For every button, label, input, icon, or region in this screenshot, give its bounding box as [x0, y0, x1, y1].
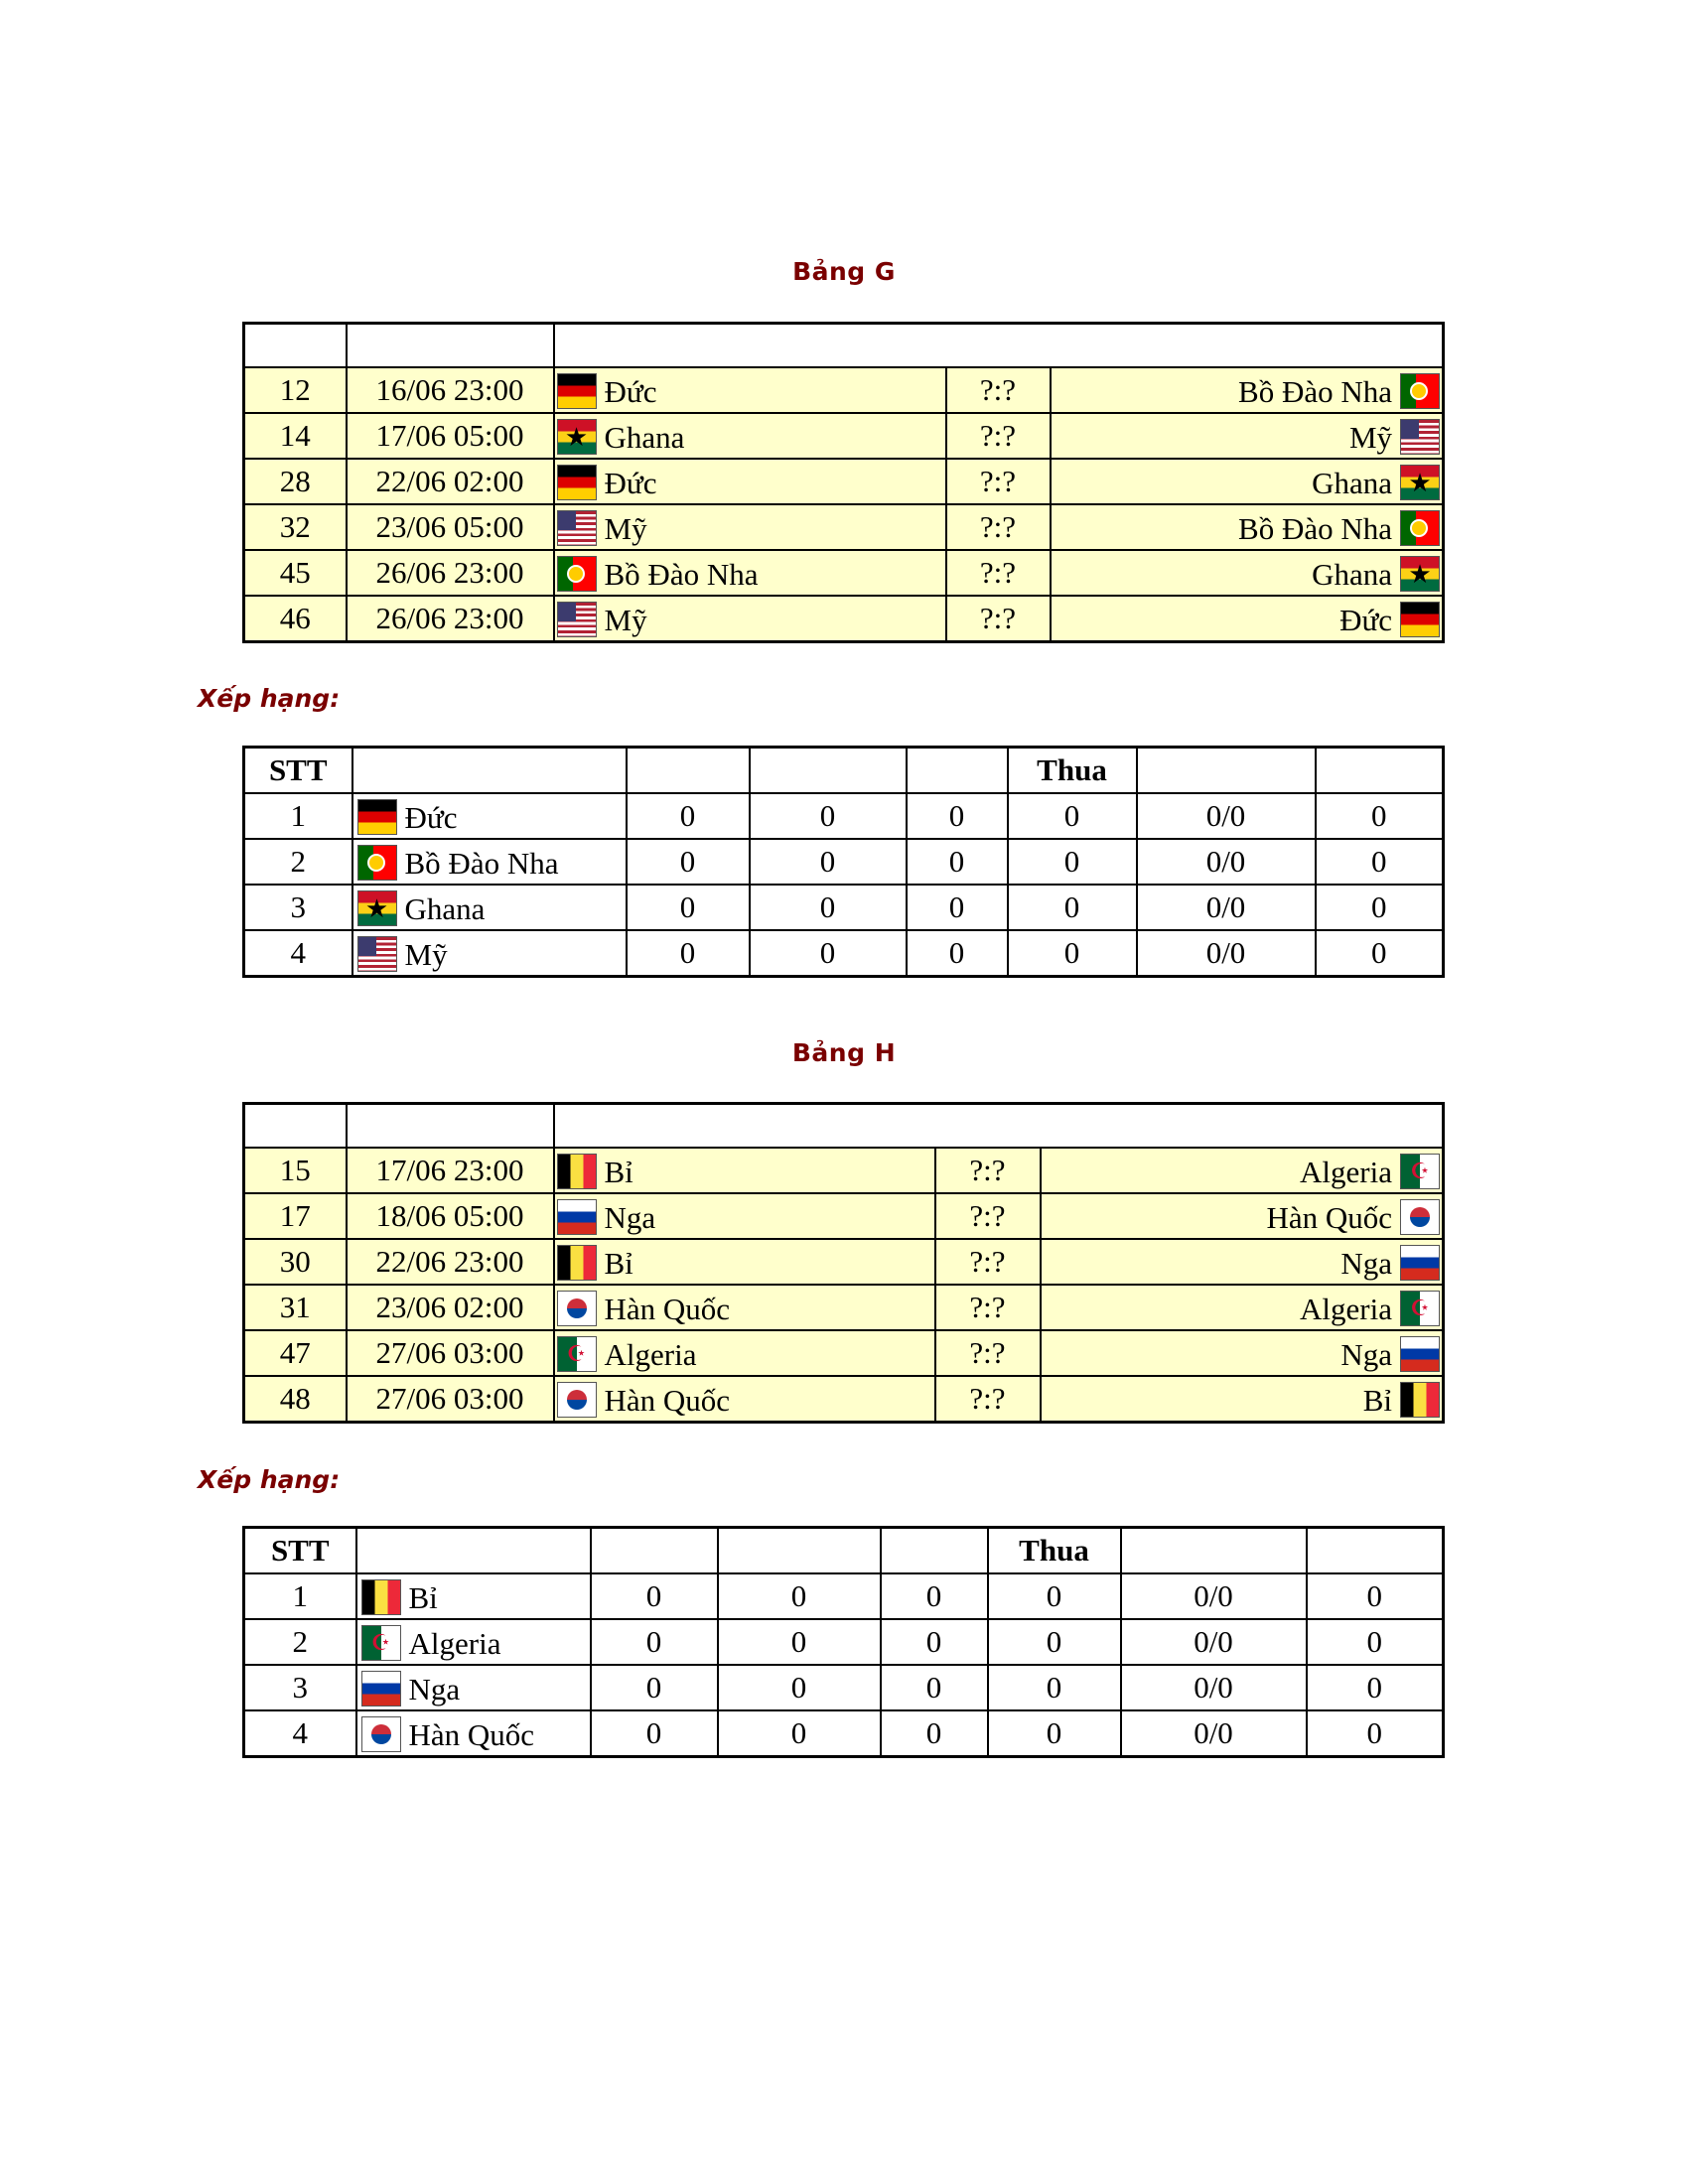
standings-row [244, 793, 1444, 839]
away-team-cell [1051, 459, 1444, 504]
standings-row [244, 1665, 1444, 1710]
match-row [244, 1330, 1444, 1376]
stat-value: 0 [750, 930, 907, 977]
match-row [244, 504, 1444, 550]
stat-value: 0 [907, 839, 1008, 885]
match-datetime: 18/06 05:00 [347, 1193, 554, 1239]
home-team-cell [554, 1376, 935, 1423]
stat-value: 0 [750, 793, 907, 839]
team-name: Hàn Quốc [408, 1716, 535, 1752]
match-score: ?:? [935, 1285, 1041, 1330]
portugal-flag-icon [557, 556, 597, 592]
away-team-cell [1051, 504, 1444, 550]
stat-value: 0 [881, 1710, 988, 1757]
stat-value: 0 [591, 1665, 718, 1710]
match-score: ?:? [946, 596, 1051, 642]
match-number: 48 [244, 1376, 347, 1423]
home-team-name: Bỉ [604, 1245, 633, 1281]
stat-value: 0 [718, 1573, 881, 1619]
points-value: 0 [1316, 885, 1444, 930]
germany-flag-icon [1400, 602, 1440, 637]
away-team-cell [1041, 1285, 1444, 1330]
match-datetime: 27/06 03:00 [347, 1376, 554, 1423]
header-cell-match [554, 1104, 1444, 1149]
home-team-name: Đức [604, 465, 657, 500]
header-cell [591, 1528, 718, 1574]
away-team-name: Ghana [1312, 465, 1393, 500]
match-number: 14 [244, 413, 347, 459]
match-row [244, 413, 1444, 459]
match-datetime: 17/06 05:00 [347, 413, 554, 459]
group-g-standings-table [242, 746, 1445, 978]
away-team-cell [1051, 550, 1444, 596]
team-name: Mỹ [404, 936, 448, 972]
rank-number: 1 [244, 1573, 356, 1619]
match-number: 32 [244, 504, 347, 550]
team-cell [352, 793, 627, 839]
team-cell [352, 930, 627, 977]
match-score: ?:? [935, 1148, 1041, 1193]
away-team-name: Bỉ [1362, 1382, 1393, 1418]
stat-value: 0 [627, 793, 750, 839]
team-cell [356, 1710, 591, 1757]
korea-flag-icon [361, 1716, 401, 1752]
away-team-cell [1041, 1330, 1444, 1376]
header-cell [627, 748, 750, 794]
header-cell [1137, 748, 1316, 794]
standings-row [244, 930, 1444, 977]
away-team-name: Đức [1339, 602, 1393, 637]
goals-value: 0/0 [1121, 1619, 1307, 1665]
match-number: 15 [244, 1148, 347, 1193]
stat-value: 0 [750, 885, 907, 930]
match-number: 47 [244, 1330, 347, 1376]
header-stt: STT [244, 1528, 356, 1574]
home-team-cell [554, 413, 946, 459]
algeria-flag-icon [557, 1336, 597, 1372]
match-datetime: 26/06 23:00 [347, 550, 554, 596]
rank-number: 1 [244, 793, 352, 839]
team-name: Algeria [408, 1625, 501, 1661]
losses-value: 0 [988, 1573, 1121, 1619]
match-score: ?:? [935, 1376, 1041, 1423]
home-team-name: Algeria [604, 1336, 697, 1372]
group-h-matches-table [242, 1102, 1445, 1424]
rank-number: 3 [244, 1665, 356, 1710]
group-h-title: Bảng H [791, 1038, 897, 1067]
team-name: Bồ Đào Nha [404, 845, 559, 881]
group-h-standings-label: Xếp hạng: [198, 1465, 341, 1494]
usa-flag-icon [557, 602, 597, 637]
away-team-name: Algeria [1300, 1291, 1393, 1326]
match-number: 31 [244, 1285, 347, 1330]
header-cell [750, 748, 907, 794]
portugal-flag-icon [357, 845, 397, 881]
standings-row [244, 1710, 1444, 1757]
team-cell [352, 839, 627, 885]
away-team-name: Mỹ [1348, 419, 1393, 455]
stat-value: 0 [591, 1573, 718, 1619]
match-row [244, 1376, 1444, 1423]
away-team-cell [1041, 1376, 1444, 1423]
losses-value: 0 [1008, 839, 1137, 885]
header-thua: Thua [988, 1528, 1121, 1574]
stat-value: 0 [591, 1710, 718, 1757]
points-value: 0 [1307, 1710, 1444, 1757]
russia-flag-icon [361, 1671, 401, 1706]
belgium-flag-icon [557, 1154, 597, 1189]
standings-row [244, 1619, 1444, 1665]
home-team-cell [554, 367, 946, 413]
points-value: 0 [1316, 839, 1444, 885]
stat-value: 0 [750, 839, 907, 885]
stat-value: 0 [907, 930, 1008, 977]
header-cell [907, 748, 1008, 794]
match-number: 12 [244, 367, 347, 413]
match-number: 30 [244, 1239, 347, 1285]
match-row [244, 550, 1444, 596]
matches-header-row [244, 324, 1444, 368]
losses-value: 0 [988, 1619, 1121, 1665]
away-team-name: Algeria [1300, 1154, 1393, 1189]
rank-number: 4 [244, 930, 352, 977]
usa-flag-icon [557, 510, 597, 546]
team-name: Nga [408, 1671, 461, 1706]
match-row [244, 1148, 1444, 1193]
ghana-flag-icon [1400, 465, 1440, 500]
stat-value: 0 [881, 1619, 988, 1665]
ghana-flag-icon [557, 419, 597, 455]
home-team-cell [554, 596, 946, 642]
home-team-name: Hàn Quốc [604, 1382, 731, 1418]
match-score: ?:? [935, 1193, 1041, 1239]
goals-value: 0/0 [1121, 1710, 1307, 1757]
team-cell [356, 1619, 591, 1665]
match-score: ?:? [946, 413, 1051, 459]
rank-number: 2 [244, 1619, 356, 1665]
home-team-cell [554, 459, 946, 504]
goals-value: 0/0 [1121, 1573, 1307, 1619]
home-team-cell [554, 1148, 935, 1193]
goals-value: 0/0 [1137, 930, 1316, 977]
matches-header-row [244, 1104, 1444, 1149]
korea-flag-icon [557, 1382, 597, 1418]
match-score: ?:? [946, 550, 1051, 596]
korea-flag-icon [557, 1291, 597, 1326]
match-row [244, 1285, 1444, 1330]
algeria-flag-icon [1400, 1291, 1440, 1326]
points-value: 0 [1307, 1665, 1444, 1710]
header-cell-time [347, 1104, 554, 1149]
team-name: Bỉ [408, 1579, 438, 1615]
standings-header-row [244, 748, 1444, 794]
header-cell-no [244, 324, 347, 368]
team-cell [352, 885, 627, 930]
stat-value: 0 [881, 1665, 988, 1710]
home-team-name: Mỹ [604, 510, 647, 546]
home-team-name: Nga [604, 1199, 656, 1235]
header-cell [718, 1528, 881, 1574]
header-cell-time [347, 324, 554, 368]
portugal-flag-icon [1400, 373, 1440, 409]
stat-value: 0 [718, 1665, 881, 1710]
match-row [244, 1239, 1444, 1285]
rank-number: 2 [244, 839, 352, 885]
losses-value: 0 [988, 1710, 1121, 1757]
match-score: ?:? [935, 1330, 1041, 1376]
away-team-name: Bồ Đào Nha [1238, 373, 1393, 409]
home-team-name: Ghana [604, 419, 685, 455]
points-value: 0 [1316, 793, 1444, 839]
home-team-cell [554, 550, 946, 596]
stat-value: 0 [907, 793, 1008, 839]
stat-value: 0 [627, 885, 750, 930]
away-team-cell [1041, 1239, 1444, 1285]
stat-value: 0 [881, 1573, 988, 1619]
portugal-flag-icon [1400, 510, 1440, 546]
match-number: 46 [244, 596, 347, 642]
header-cell [1307, 1528, 1444, 1574]
home-team-name: Hàn Quốc [604, 1291, 731, 1326]
team-cell [356, 1573, 591, 1619]
group-g-title: Bảng G [792, 257, 896, 286]
home-team-name: Bỉ [604, 1154, 633, 1189]
match-datetime: 26/06 23:00 [347, 596, 554, 642]
home-team-name: Đức [604, 373, 657, 409]
goals-value: 0/0 [1137, 839, 1316, 885]
team-cell [356, 1665, 591, 1710]
goals-value: 0/0 [1121, 1665, 1307, 1710]
header-cell-match [554, 324, 1444, 368]
group-g-matches-table [242, 322, 1445, 643]
away-team-name: Hàn Quốc [1266, 1199, 1393, 1235]
away-team-cell [1041, 1193, 1444, 1239]
losses-value: 0 [1008, 793, 1137, 839]
germany-flag-icon [557, 465, 597, 500]
home-team-cell [554, 1193, 935, 1239]
home-team-cell [554, 1239, 935, 1285]
home-team-name: Bồ Đào Nha [604, 556, 759, 592]
points-value: 0 [1316, 930, 1444, 977]
match-datetime: 27/06 03:00 [347, 1330, 554, 1376]
russia-flag-icon [557, 1199, 597, 1235]
match-row [244, 596, 1444, 642]
russia-flag-icon [1400, 1336, 1440, 1372]
match-datetime: 23/06 05:00 [347, 504, 554, 550]
match-datetime: 22/06 02:00 [347, 459, 554, 504]
points-value: 0 [1307, 1573, 1444, 1619]
germany-flag-icon [357, 799, 397, 835]
away-team-cell [1041, 1148, 1444, 1193]
losses-value: 0 [1008, 885, 1137, 930]
stat-value: 0 [627, 839, 750, 885]
korea-flag-icon [1400, 1199, 1440, 1235]
group-h-standings-table [242, 1526, 1445, 1758]
match-row [244, 1193, 1444, 1239]
away-team-cell [1051, 413, 1444, 459]
stat-value: 0 [718, 1619, 881, 1665]
goals-value: 0/0 [1137, 793, 1316, 839]
rank-number: 4 [244, 1710, 356, 1757]
match-score: ?:? [935, 1239, 1041, 1285]
stat-value: 0 [627, 930, 750, 977]
belgium-flag-icon [557, 1245, 597, 1281]
russia-flag-icon [1400, 1245, 1440, 1281]
ghana-flag-icon [357, 890, 397, 926]
away-team-name: Nga [1340, 1336, 1393, 1372]
standings-header-row [244, 1528, 1444, 1574]
standings-row [244, 885, 1444, 930]
belgium-flag-icon [1400, 1382, 1440, 1418]
match-number: 45 [244, 550, 347, 596]
stat-value: 0 [907, 885, 1008, 930]
algeria-flag-icon [361, 1625, 401, 1661]
home-team-cell [554, 1330, 935, 1376]
away-team-name: Bồ Đào Nha [1238, 510, 1393, 546]
header-stt: STT [244, 748, 352, 794]
usa-flag-icon [1400, 419, 1440, 455]
belgium-flag-icon [361, 1579, 401, 1615]
group-g-standings-label: Xếp hạng: [198, 684, 341, 713]
header-cell [1316, 748, 1444, 794]
team-name: Đức [404, 799, 458, 835]
header-cell [1121, 1528, 1307, 1574]
match-score: ?:? [946, 459, 1051, 504]
losses-value: 0 [1008, 930, 1137, 977]
rank-number: 3 [244, 885, 352, 930]
losses-value: 0 [988, 1665, 1121, 1710]
algeria-flag-icon [1400, 1154, 1440, 1189]
match-number: 28 [244, 459, 347, 504]
standings-row [244, 839, 1444, 885]
away-team-cell [1051, 596, 1444, 642]
match-datetime: 16/06 23:00 [347, 367, 554, 413]
stat-value: 0 [718, 1710, 881, 1757]
match-score: ?:? [946, 367, 1051, 413]
header-thua: Thua [1008, 748, 1137, 794]
header-cell [356, 1528, 591, 1574]
match-datetime: 22/06 23:00 [347, 1239, 554, 1285]
usa-flag-icon [357, 936, 397, 972]
stat-value: 0 [591, 1619, 718, 1665]
away-team-name: Ghana [1312, 556, 1393, 592]
germany-flag-icon [557, 373, 597, 409]
match-score: ?:? [946, 504, 1051, 550]
away-team-name: Nga [1340, 1245, 1393, 1281]
home-team-cell [554, 1285, 935, 1330]
home-team-cell [554, 504, 946, 550]
home-team-name: Mỹ [604, 602, 647, 637]
match-row [244, 459, 1444, 504]
away-team-cell [1051, 367, 1444, 413]
goals-value: 0/0 [1137, 885, 1316, 930]
header-cell-no [244, 1104, 347, 1149]
standings-row [244, 1573, 1444, 1619]
header-cell [881, 1528, 988, 1574]
match-datetime: 23/06 02:00 [347, 1285, 554, 1330]
team-name: Ghana [404, 890, 486, 926]
ghana-flag-icon [1400, 556, 1440, 592]
match-number: 17 [244, 1193, 347, 1239]
match-row [244, 367, 1444, 413]
points-value: 0 [1307, 1619, 1444, 1665]
header-cell [352, 748, 627, 794]
match-datetime: 17/06 23:00 [347, 1148, 554, 1193]
